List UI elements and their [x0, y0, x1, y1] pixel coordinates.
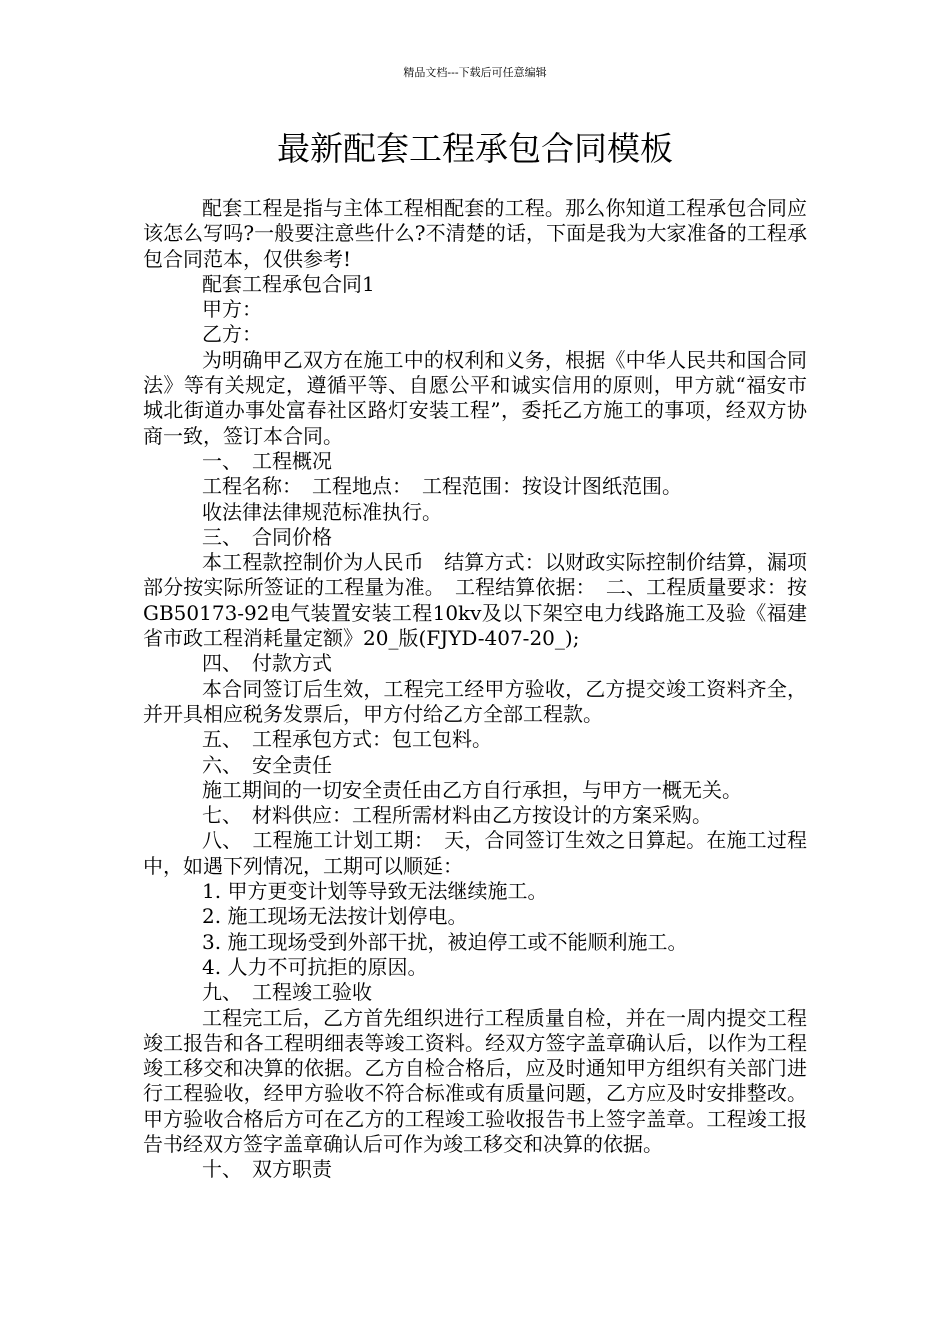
section-6-heading: 六、 安全责任 [202, 752, 332, 777]
list-item: 1. 甲方更变计划等导致无法继续施工。 [202, 879, 548, 904]
section-4-heading: 四、 付款方式 [202, 651, 332, 676]
section-1-heading: 一、 工程概况 [202, 448, 332, 473]
list-item: 3. 施工现场受到外部干扰，被迫停工或不能顺利施工。 [202, 929, 688, 954]
party-a-line: 甲方： [202, 297, 262, 322]
project-info-line: 工程名称： 工程地点： 工程范围：按设计图纸范围。 [202, 474, 682, 499]
section-10-heading: 十、 双方职责 [202, 1157, 332, 1182]
section-5-line: 五、 工程承包方式：包工包料。 [202, 727, 492, 752]
price-paragraph: 本工程款控制价为人民币 结算方式：以财政实际控制价结算，漏项部分按实际所签证的工程量为准。 工程结算依据： 二、工程质量要求：按GB50173-92电气装置安装工程10kv及以下架空电力线路施工及验《福建省市政工程消耗量定额》20_版(FJYD-407-20_); [143, 550, 807, 651]
safety-paragraph: 施工期间的一切安全责任由乙方自行承担，与甲方一概无关。 [202, 777, 742, 802]
contract-heading: 配套工程承包合同1 [202, 271, 375, 296]
purpose-paragraph: 为明确甲乙双方在施工中的权利和义务，根据《中华人民共和国合同法》等有关规定，遵循平等、自愿公平和诚实信用的原则，甲方就“福安市城北街道办事处富春社区路灯安装工程”，委托乙方施工的事项，经双方协商一致，签订本合同。 [143, 347, 807, 448]
document-title: 最新配套工程承包合同模板 [277, 129, 673, 168]
intro-paragraph: 配套工程是指与主体工程相配套的工程。那么你知道工程承包合同应该怎么写吗?一般要注意些什么?不清楚的话，下面是我为大家准备的工程承包合同范本，仅供参考! [143, 196, 807, 271]
section-9-heading: 九、 工程竣工验收 [202, 980, 372, 1005]
list-item: 2. 施工现场无法按计划停电。 [202, 904, 468, 929]
acceptance-paragraph: 工程完工后，乙方首先组织进行工程质量自检，并在一周内提交工程竣工报告和各工程明细表等竣工资料。经双方签字盖章确认后，以作为工程竣工移交和决算的依据。乙方自检合格后，应及时通知甲方组织有关部门进行工程验收，经甲方验收不符合标准或有质量问题，乙方应及时安排整改。甲方验收合格后方可在乙方的工程竣工验收报告书上签字盖章。工程竣工报告书经双方签字盖章确认后可作为竣工移交和决算的依据。 [143, 1005, 807, 1156]
page-header: 精品文档---下载后可任意编辑 [403, 66, 547, 79]
list-item: 4. 人力不可抗拒的原因。 [202, 954, 428, 979]
payment-paragraph: 本合同签订后生效，工程完工经甲方验收，乙方提交竣工资料齐全，并开具相应税务发票后，甲方付给乙方全部工程款。 [143, 676, 807, 726]
party-b-line: 乙方： [202, 322, 262, 347]
document-body [143, 196, 807, 1183]
section-7-line: 七、 材料供应：工程所需材料由乙方按设计的方案采购。 [202, 803, 712, 828]
standards-line: 收法律法律规范标准执行。 [202, 499, 442, 524]
section-8-paragraph: 八、 工程施工计划工期： 天，合同签订生效之日算起。在施工过程中，如遇下列情况，工期可以顺延： [143, 828, 807, 878]
section-3-heading: 三、 合同价格 [202, 524, 332, 549]
